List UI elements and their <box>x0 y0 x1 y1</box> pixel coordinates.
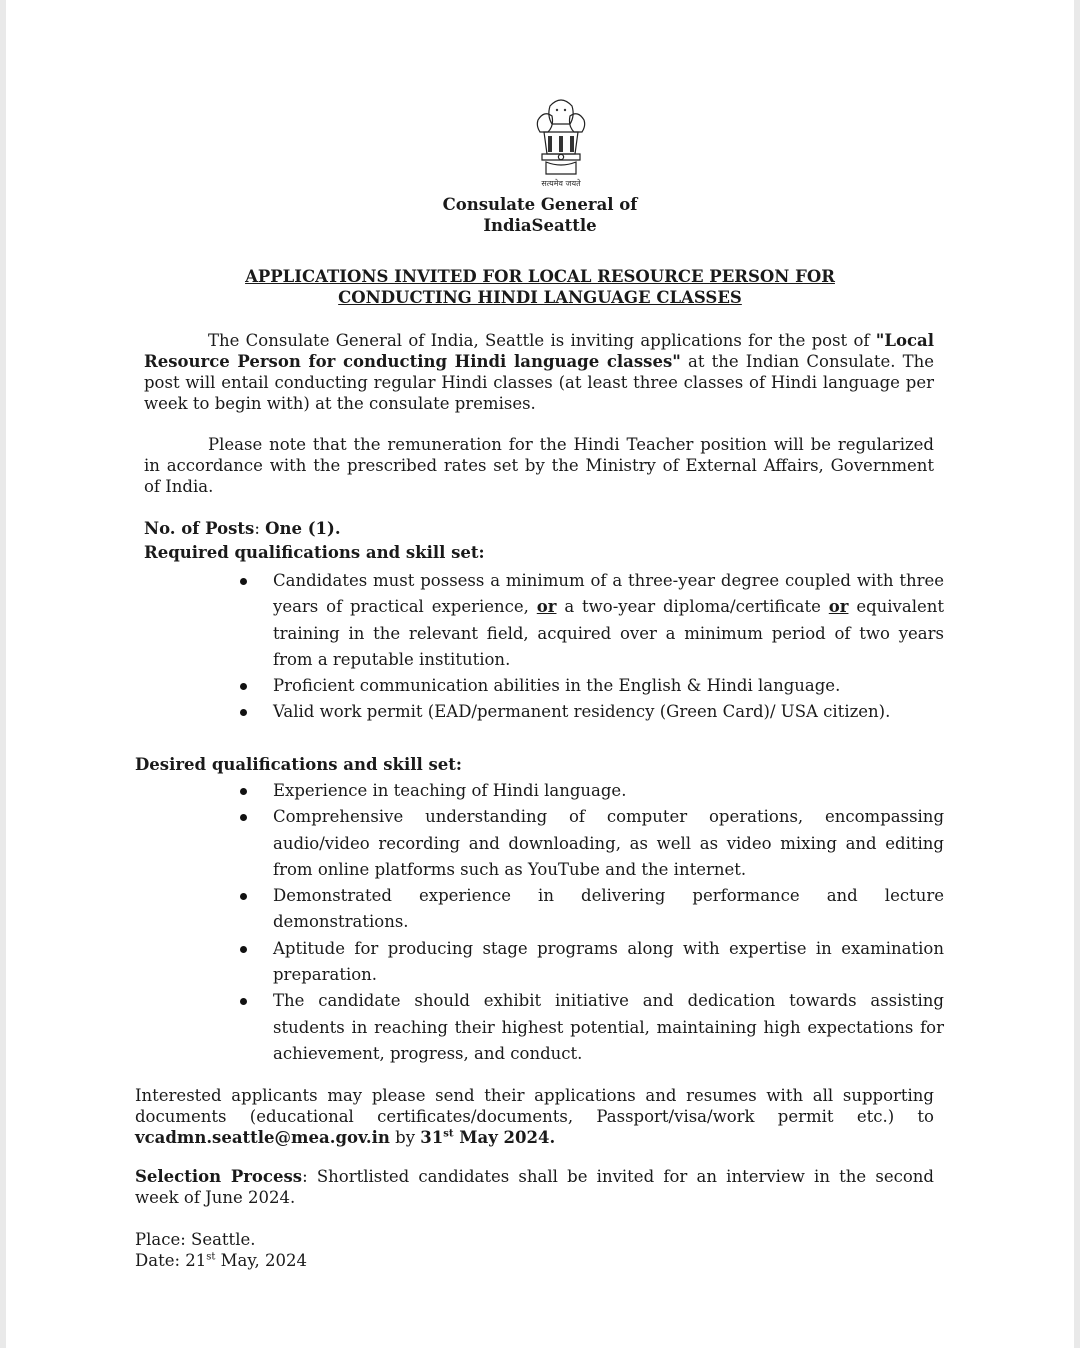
bullet-icon <box>240 946 247 953</box>
deadline: 31st May 2024. <box>420 1128 556 1147</box>
desired-heading: Desired qualifications and skill set: <box>135 755 462 774</box>
consulate-name-line1: Consulate General of <box>442 195 638 214</box>
posts-value: One (1). <box>265 519 341 538</box>
desired-list <box>273 778 944 1067</box>
intro-paragraph-1 <box>144 330 934 414</box>
posts-label: No. of Posts <box>144 519 255 538</box>
or-emphasis: or <box>828 597 849 617</box>
posts-section <box>144 517 944 565</box>
selection-section <box>135 1166 934 1208</box>
intro-paragraph-2: Please note that the remuneration for the Hindi Teacher position will be regularized in accordance with the prescribed rates set by the Ministry of External Affairs, Government of India. <box>144 435 934 496</box>
notice-title-line2: CONDUCTING HINDI LANGUAGE CLASSES <box>338 288 742 307</box>
notice-title <box>0 266 1080 308</box>
posts-line <box>144 517 944 541</box>
or-emphasis: or <box>536 597 557 617</box>
consulate-name-line2: IndiaSeattle <box>483 216 597 235</box>
list-item: Comprehensive understanding of computer operations, encompassing audio/video recording and downloading, as well as video mixing and editing from online platforms such as YouTube and the internet. <box>273 804 944 883</box>
intro-section <box>144 330 934 497</box>
emblem-motto: सत्यमेव जयते <box>541 179 581 188</box>
place-line: Place: Seattle. <box>135 1230 256 1249</box>
intro-text-b: at the Indian Consulate. The post will entail conducting regular Hindi classes (at least three classes of Hindi language per week to begin with) at the consulate premises. <box>144 352 935 413</box>
email-address: vcadmn.seattle@mea.gov.in <box>135 1128 390 1147</box>
post-name: "Local Resource Person for conducting Hindi language classes" <box>144 331 934 371</box>
selection-text: : Shortlisted candidates shall be invited for an interview in the second week of June 2024. <box>135 1167 934 1207</box>
lion-capital-icon <box>530 92 592 178</box>
intro-text-a: The Consulate General of India, Seattle is inviting applications for the post of <box>208 331 870 350</box>
bullet-icon <box>240 578 247 585</box>
list-item: The candidate should exhibit initiative and dedication towards assisting students in reaching their highest potential, maintaining high expectations for achievement, progress, and conduct. <box>273 988 944 1067</box>
consulate-name <box>0 194 1080 236</box>
list-item: Valid work permit (EAD/permanent residency (Green Card)/ USA citizen). <box>273 699 944 725</box>
list-item: Proficient communication abilities in the English & Hindi language. <box>273 673 944 699</box>
posts-colon: : <box>254 519 266 538</box>
list-item: Aptitude for producing stage programs along with expertise in examination preparation. <box>273 936 944 989</box>
required-list <box>273 568 944 726</box>
required-heading: Required qualifications and skill set: <box>144 543 485 562</box>
national-emblem <box>530 92 592 190</box>
place-date <box>135 1229 635 1271</box>
selection-label: Selection Process <box>135 1167 303 1186</box>
selection-paragraph <box>135 1166 934 1208</box>
list-item: Candidates must possess a minimum of a three-year degree coupled with three years of practical experience, or a two-year diploma/certificate or equivalent training in the relevant field, acquired over a minimum period of two years from a reputable institution. <box>273 568 944 673</box>
notice-title-line1: APPLICATIONS INVITED FOR LOCAL RESOURCE PERSON FOR <box>245 267 835 286</box>
apply-paragraph <box>135 1085 934 1148</box>
apply-by: by <box>389 1128 421 1147</box>
list-item: Experience in teaching of Hindi language. <box>273 778 944 804</box>
date-line: Date: 21st May, 2024 <box>135 1251 308 1270</box>
list-item: Demonstrated experience in delivering performance and lecture demonstrations. <box>273 883 944 936</box>
bullet-icon <box>240 788 247 795</box>
apply-text: Interested applicants may please send their applications and resumes with all supporting documents (educational certificates/documents, Passport/visa/work permit etc.) to <box>135 1086 934 1126</box>
apply-section <box>135 1085 934 1148</box>
